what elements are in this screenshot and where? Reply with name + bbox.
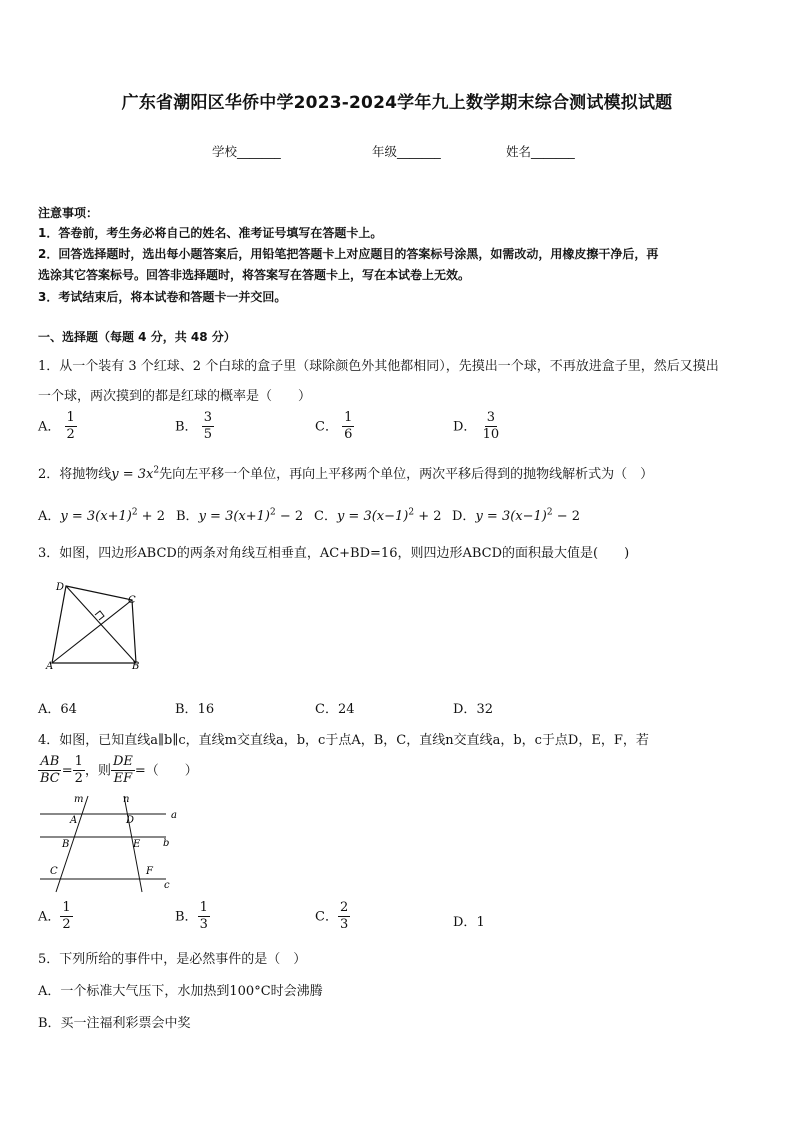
- q1-text: 1．从一个装有 3 个红球、2 个白球的盒子里（球除颜色外其他都相同），先摸出一个球，不再放进盒子里，然后又摸出: [38, 359, 719, 374]
- q2-option-d[interactable]: D．$y = 3(x-1)^2 - 2$: [452, 507, 581, 524]
- note-3: 3．考试结束后，将本试卷和答题卡一并交回。: [38, 290, 287, 304]
- q1-option-b[interactable]: [175, 410, 214, 444]
- page-title: 广东省潮阳区华侨中学2023-2024学年九上数学期末综合测试模拟试题: [121, 93, 673, 113]
- fig-label-a: a: [171, 810, 177, 821]
- q1-option-d[interactable]: [453, 410, 501, 444]
- fig-label-m: m: [74, 794, 84, 805]
- fig-label-a: A: [46, 661, 54, 670]
- grade-field[interactable]: 年级_______: [372, 144, 441, 159]
- school-field[interactable]: 学校_______: [212, 144, 281, 159]
- fig-label-b: B: [132, 661, 140, 670]
- q5-text: 5．下列所给的事件中，是必然事件的是（ ）: [38, 952, 307, 967]
- quadrilateral-figure: [44, 578, 154, 670]
- option-label: A．: [38, 419, 61, 435]
- q4-option-d[interactable]: D．1: [453, 915, 485, 930]
- fig-label-c: c: [164, 880, 170, 891]
- q4-option-c[interactable]: C． $\frac{2}{3}$: [315, 900, 349, 933]
- fig-label-c: C: [128, 595, 136, 606]
- q2-option-a[interactable]: A．$y = 3(x+1)^2 + 2$: [38, 507, 165, 524]
- q1-option-c[interactable]: [315, 410, 354, 444]
- q5-option-a[interactable]: A．一个标准大气压下，水加热到100°C时会沸腾: [38, 984, 323, 999]
- fraction: $\frac{1}{2}$: [66, 410, 75, 443]
- fraction: $\frac{3}{10}$: [482, 410, 500, 443]
- notes-title: 注意事项：: [38, 206, 99, 220]
- q2-text: 2．将抛物线$y = 3x^2$先向左平移一个单位，再向上平移两个单位，两次平移后得到的抛物线解析式为（ ）: [38, 465, 654, 482]
- q3-option-d[interactable]: D．32: [453, 702, 493, 717]
- q4-ratio: $\frac{AB}{BC}$ = $\frac{1}{2}$ ，则 $\frac{DE}{EF}$ =（ ）: [40, 754, 198, 787]
- fig-label-pt-c: C: [50, 866, 58, 877]
- option-label: C．: [315, 419, 338, 435]
- fig-label-b: b: [163, 838, 170, 849]
- note-2-cont: 选涂其它答案标号。回答非选择题时，将答案写在答题卡上，写在本试卷上无效。: [38, 268, 471, 282]
- note-2: 2．回答选择题时，选出每小题答案后，用铅笔把答题卡上对应题目的答案标号涂黑，如需改动，用橡皮擦干净后，再: [38, 247, 659, 261]
- q2-option-b[interactable]: B．$y = 3(x+1)^2 - 2$: [176, 507, 304, 524]
- q3-option-a[interactable]: A．64: [38, 702, 77, 717]
- fig-label-pt-e: E: [133, 839, 141, 850]
- q3-text: 3．如图，四边形ABCD的两条对角线互相垂直，AC+BD=16，则四边形ABCD的面积最大值是( ): [38, 546, 630, 561]
- fig-label-pt-a: A: [70, 815, 78, 826]
- q5-option-b[interactable]: B．买一注福利彩票会中奖: [38, 1016, 191, 1031]
- note-1: 1．答卷前，考生务必将自己的姓名、准考证号填写在答题卡上。: [38, 226, 383, 240]
- q3-option-c[interactable]: C．24: [315, 702, 355, 717]
- fig-label-pt-f: F: [146, 866, 153, 877]
- q1-text-cont: 一个球，两次摸到的都是红球的概率是（ ）: [38, 389, 312, 404]
- option-label: D．: [453, 419, 477, 435]
- fraction: $\frac{1}{6}$: [344, 410, 353, 443]
- q1-option-a[interactable]: [38, 410, 77, 444]
- parallel-lines-figure: [36, 792, 182, 894]
- fraction: $\frac{3}{5}$: [203, 410, 212, 443]
- q4-option-b[interactable]: B． $\frac{1}{3}$: [175, 900, 208, 933]
- section-heading: 一、选择题（每题 4 分，共 48 分）: [38, 330, 236, 344]
- q2-option-c[interactable]: C．$y = 3(x-1)^2 + 2$: [314, 507, 442, 524]
- q4-option-a[interactable]: A． $\frac{1}{2}$: [38, 900, 71, 933]
- fig-label-d: D: [56, 582, 65, 593]
- fig-label-pt-d: D: [126, 815, 135, 826]
- fig-label-n: n: [123, 794, 130, 805]
- name-field[interactable]: 姓名_______: [506, 144, 575, 159]
- fig-label-pt-b: B: [62, 839, 70, 850]
- option-label: B．: [175, 419, 198, 435]
- q3-option-b[interactable]: B．16: [175, 702, 215, 717]
- q4-text: 4．如图，已知直线a∥b∥c，直线m交直线a，b，c于点A，B，C，直线n交直线a，b，c于点D，E，F，若: [38, 733, 649, 748]
